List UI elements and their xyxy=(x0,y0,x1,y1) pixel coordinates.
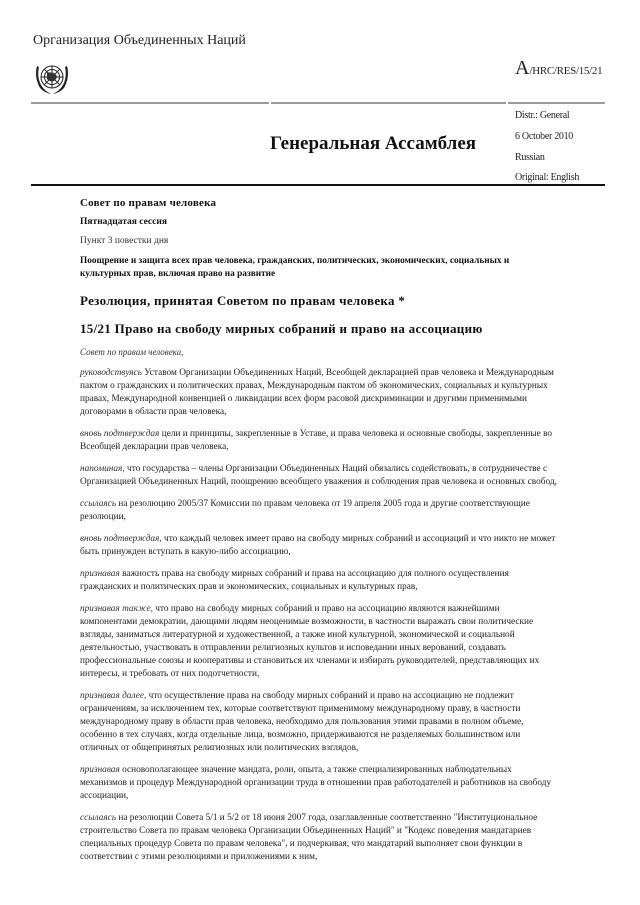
organization-name: Организация Объединенных Наций xyxy=(33,33,246,48)
paragraph-lead: ссылаясь xyxy=(80,813,117,823)
preamble-paragraph xyxy=(80,498,558,524)
paragraph-text: на резолюцию 2005/37 Комиссии по правам человека от 19 апреля 2005 года и другие соответствующие резолюции, xyxy=(80,499,530,522)
agenda-title: Поощрение и защита всех прав человека, гражданских, политических, экономических, социальных и культурных прав, включая право на развитие xyxy=(80,256,510,279)
original-language: Original: English xyxy=(515,172,580,183)
preamble-paragraph xyxy=(80,568,558,594)
council-name: Совет по правам человека xyxy=(80,197,217,209)
preamble-paragraph xyxy=(80,533,558,559)
paragraph-lead: признавая xyxy=(80,569,120,579)
symbol-prefix: A xyxy=(515,57,530,79)
un-emblem-icon xyxy=(31,58,73,98)
paragraph-text: основополагающее значение мандата, роли, опыта, а также специализированных наблюдательных механизмов и процедур Международной организации труда в отношении прав работодателей и работников на свободу ассоциации, xyxy=(80,765,552,801)
paragraph-text: на резолюции Совета 5/1 и 5/2 от 18 июня 2007 года, озаглавленные соответственно "Институциональное строительство Совета по правам человека Организации Объединенных Наций" и "Кодекс поведения мандатариев специальных процедур Совета по правам человека", и подчеркивая, что мандатарий выполняет свои функции в соответствии с этими резолюциями и приложениями к ним, xyxy=(80,813,538,862)
paragraph-lead: признавая также, xyxy=(80,604,153,614)
distribution-label: Distr.: General xyxy=(515,110,570,121)
general-assembly-title: Генеральная Ассамблея xyxy=(270,133,477,154)
preamble-paragraph xyxy=(80,603,558,681)
paragraph-text: Уставом Организации Объединенных Наций, Всеобщей декларацией прав человека и Международным пактом о гражданских и политических правах, Международным пактом об экономических, социальных и культурных правах, Международной конвенцией о ликвидации всех форм расовой дискриминации и другими применимыми договорами в области прав человека, xyxy=(80,368,554,417)
document-date: 6 October 2010 xyxy=(515,131,574,142)
header-rule-middle xyxy=(271,102,506,104)
symbol-number: /HRC/RES/15/21 xyxy=(529,65,603,77)
resolution-title: 15/21 Право на свободу мирных собраний и право на ассоциацию xyxy=(80,321,483,336)
paragraph-text: важность права на свободу мирных собраний и права на ассоциацию для полного осуществления гражданских и политических прав и экономических, социальных и культурных прав, xyxy=(80,569,509,592)
header-rule-right xyxy=(508,102,605,104)
paragraph-lead: руководствуясь xyxy=(80,368,142,378)
paragraph-text: цели и принципы, закрепленные в Уставе, и права человека и основные свободы, закрепленные во Всеобщей декларации прав человека, xyxy=(80,429,553,452)
paragraph-text: что осуществление права на свободу мирных собраний и право на ассоциацию не подлежит ограничениям, за исключением тех, которые соответствуют применимому международному праву, в частности международному праву в области прав человека, необходимо для пользования этими правами в полном объеме, особенно в тех случаях, когда отдельные лица, возможно, придерживаются не разделяемых большинством или отличных от общепринятых религиозных или политических взглядов, xyxy=(80,691,524,753)
document-symbol xyxy=(515,57,602,80)
document-body xyxy=(80,197,558,873)
paragraph-lead: вновь подтверждая, xyxy=(80,534,162,544)
header-bottom-rule xyxy=(31,184,605,186)
preamble-paragraph xyxy=(80,690,558,755)
preamble-paragraph xyxy=(80,812,558,864)
preamble-paragraph xyxy=(80,764,558,803)
agenda-item: Пункт 3 повестки дня xyxy=(80,236,169,246)
document-language: Russian xyxy=(515,152,545,163)
paragraph-text: что государства – члены Организации Объединенных Наций обязались содействовать, в сотрудничестве с Организацией Объединенных Наций, поощрению всеобщего уважения и соблюдения прав человека и основных свобод, xyxy=(80,464,557,487)
paragraph-lead: ссылаясь xyxy=(80,499,117,509)
preamble-paragraph xyxy=(80,428,558,454)
paragraph-text: что каждый человек имеет право на свободу мирных собраний и ассоциаций и что никто не может быть принужден вступать в какую-либо ассоциацию, xyxy=(80,534,556,557)
session-label: Пятнадцатая сессия xyxy=(80,217,167,227)
preamble-intro: Совет по правам человека, xyxy=(80,347,184,357)
paragraph-lead: вновь подтверждая xyxy=(80,429,160,439)
resolution-heading: Резолюция, принятая Советом по правам человека * xyxy=(80,293,406,308)
preamble-paragraph xyxy=(80,367,558,419)
paragraph-lead: признавая далее, xyxy=(80,691,147,701)
header-rule-left xyxy=(31,102,269,104)
paragraph-text: что право на свободу мирных собраний и право на ассоциацию являются важнейшими компонентами демократии, дающими людям неоценимые возможности, в частности выражать свои политические взгляды, заниматься литературной и художественной, а также иной культурной, экономической и социальной деятельностью, участвовать в отправлении религиозных культов и исповедании иных верований, создавать профессиональные союзы и кооперативы и становиться их членами и избирать руководителей, представляющих их интересы, и требовать от них подотчетности, xyxy=(80,604,540,679)
paragraph-lead: напоминая, xyxy=(80,464,125,474)
paragraph-lead: признавая xyxy=(80,765,120,775)
preamble-paragraph xyxy=(80,463,558,489)
